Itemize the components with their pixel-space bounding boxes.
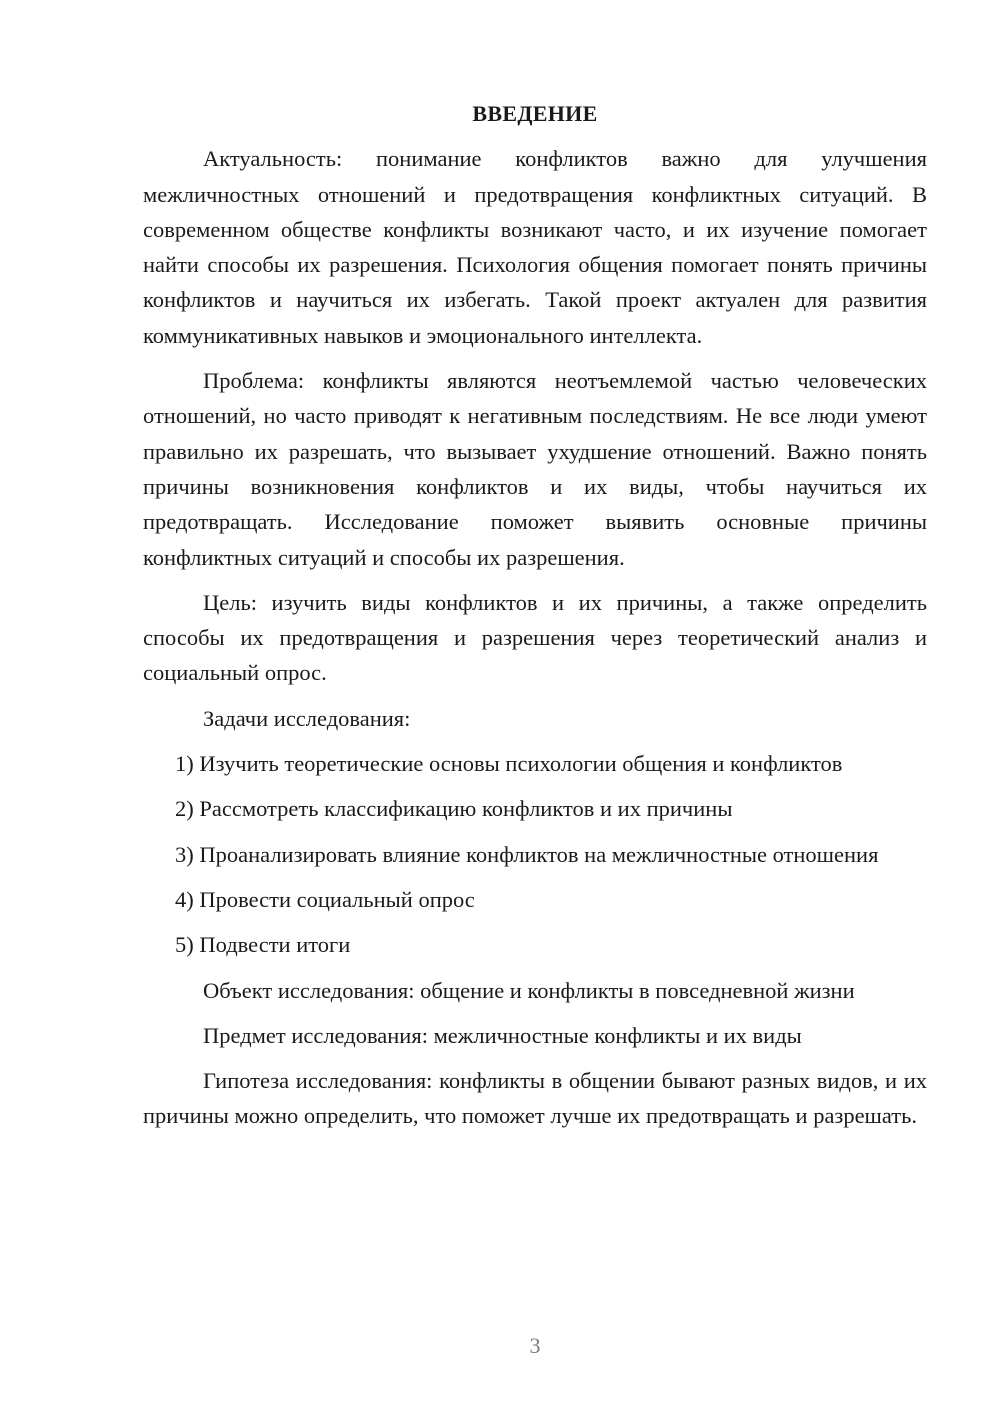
list-item: 5) Подвести итоги [175, 932, 351, 958]
page-title: ВВЕДЕНИЕ [472, 101, 598, 126]
paragraph-problem: Проблема: конфликты являются неотъемлемой частью человеческих отношений, но часто приводят к негативным последствиям. Не все люди умеют правильно их разрешать, что вызывает ухудшение отношений. Важно понять причины возникновения конфликтов и их виды, чтобы научиться их предотвращать. Исследование поможет выявить основные причины конфликтных ситуаций и способы их разрешения. [143, 368, 927, 570]
list-item: 2) Рассмотреть классификацию конфликтов и их причины [175, 796, 733, 822]
tasks-heading: Задачи исследования: [203, 705, 411, 731]
list-item: 1) Изучить теоретические основы психологии общения и конфликтов [175, 751, 843, 777]
list-item: 3) Проанализировать влияние конфликтов на межличностные отношения [175, 841, 879, 867]
paragraph-goal: Цель: изучить виды конфликтов и их причины, а также определить способы их предотвращения и разрешения через теоретический анализ и социальный опрос. [143, 589, 927, 686]
paragraph-object: Объект исследования: общение и конфликты в повседневной жизни [203, 977, 855, 1003]
page-body [143, 96, 927, 1144]
paragraph-hypothesis: Гипотеза исследования: конфликты в общении бывают разных видов, и их причины можно определить, что поможет лучше их предотвращать и разрешать. [143, 1068, 927, 1129]
paragraph-relevance: Актуальность: понимание конфликтов важно для улучшения межличностных отношений и предотвращения конфликтных ситуаций. В современном обществе конфликты возникают часто, и их изучение помогает найти способы их разрешения. Психология общения помогает понять причины конфликтов и научиться их избегать. Такой проект актуален для развития коммуникативных навыков и эмоционального интеллекта. [143, 146, 927, 348]
page-number: 3 [529, 1333, 541, 1358]
paragraph-subject: Предмет исследования: межличностные конфликты и их виды [203, 1022, 802, 1048]
list-item: 4) Провести социальный опрос [175, 886, 475, 912]
